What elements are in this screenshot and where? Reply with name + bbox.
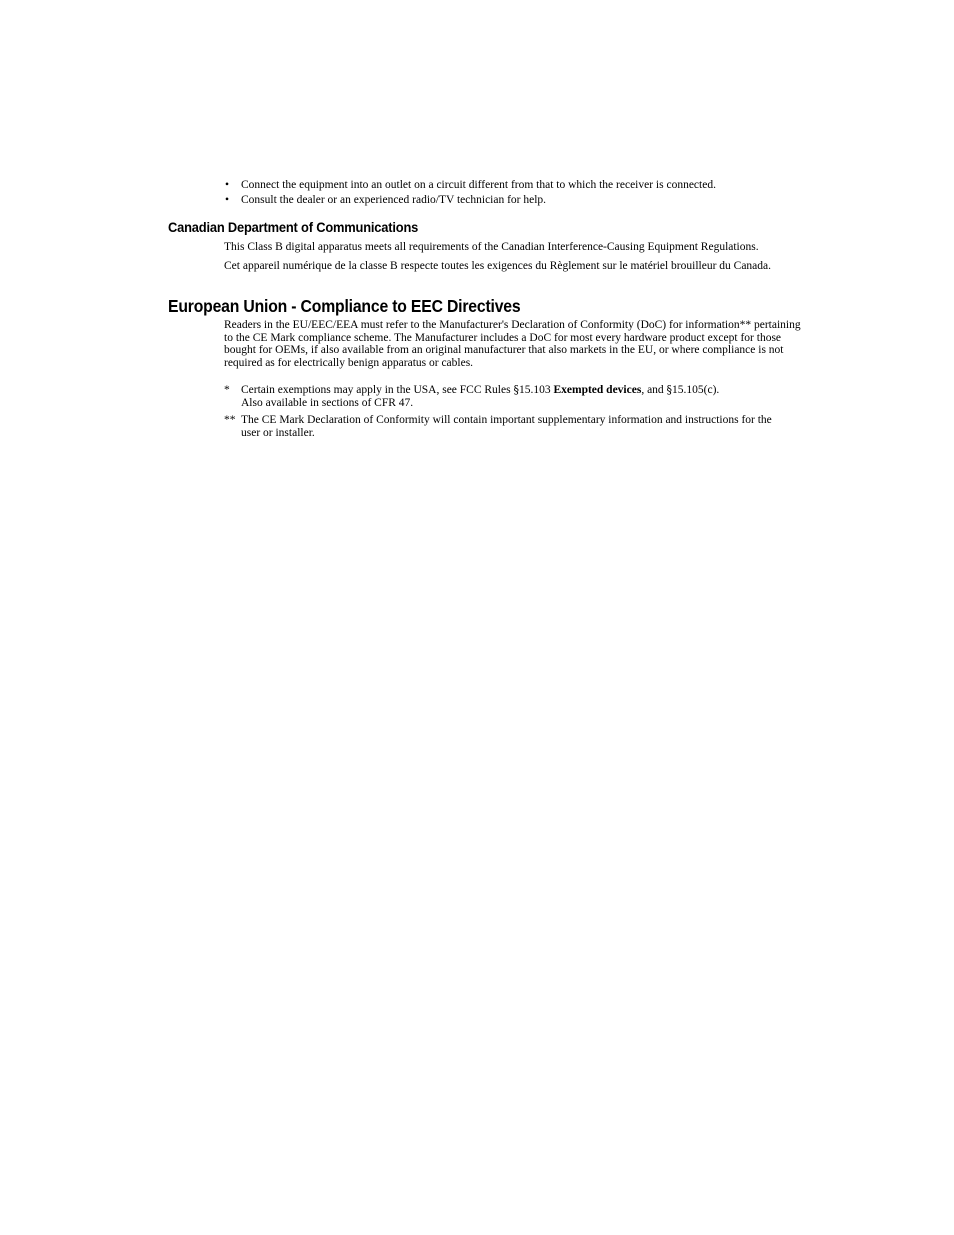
- section-heading-canada: Canadian Department of Communications: [168, 219, 419, 235]
- footnote-text: [241, 384, 791, 409]
- section-heading-eu: European Union - Compliance to EEC Directives: [168, 296, 521, 316]
- bullet-icon: •: [225, 179, 230, 191]
- list-item: [224, 193, 804, 208]
- paragraph-eu-compliance: Readers in the EU/EEC/EEA must refer to the Manufacturer's Declaration of Conformity (DoC) for information** pertaining to the CE Mark compliance scheme. The Manufacturer includes a DoC for most every hardware product except for those bought for OEMs, if also available from an original manufacturer that also markets in the EU, or where compliance is not required as for electrically benign apparatus or cables.: [224, 319, 801, 369]
- paragraph-canada-english: This Class B digital apparatus meets all requirements of the Canadian Interference-Causing Equipment Regulations.: [224, 241, 759, 253]
- list-item-text: Connect the equipment into an outlet on a circuit different from that to which the receiver is connected.: [241, 179, 716, 191]
- footnote-marker: **: [224, 414, 236, 426]
- footnote-marker: *: [224, 384, 230, 396]
- footnote-bold-term: Exempted devices: [553, 384, 642, 396]
- footnote-text-line2: Also available in sections of CFR 47.: [241, 396, 414, 409]
- bullet-list: [224, 178, 804, 208]
- footnote-text-part: Certain exemptions may apply in the USA, see FCC Rules: [241, 384, 514, 396]
- footnote-text-part: , and: [641, 384, 667, 396]
- section-sign-icon: §: [513, 383, 519, 396]
- list-item-text: Consult the dealer or an experienced radio/TV technician for help.: [241, 194, 547, 206]
- footnote-rule-ref: 15.103: [518, 384, 554, 396]
- footnote-single-asterisk: [224, 384, 794, 410]
- section-sign-icon: §: [666, 383, 673, 396]
- list-item: [224, 178, 804, 193]
- footnote-double-asterisk: [224, 414, 794, 440]
- paragraph-canada-french: Cet appareil numérique de la classe B respecte toutes les exigences du Règlement sur le matériel brouilleur du Canada.: [224, 260, 772, 272]
- footnote-text: The CE Mark Declaration of Conformity will contain important supplementary information and instructions for the user or installer.: [241, 414, 772, 439]
- bullet-icon: •: [225, 194, 230, 206]
- footnote-rule-ref: 15.105(c).: [672, 384, 720, 396]
